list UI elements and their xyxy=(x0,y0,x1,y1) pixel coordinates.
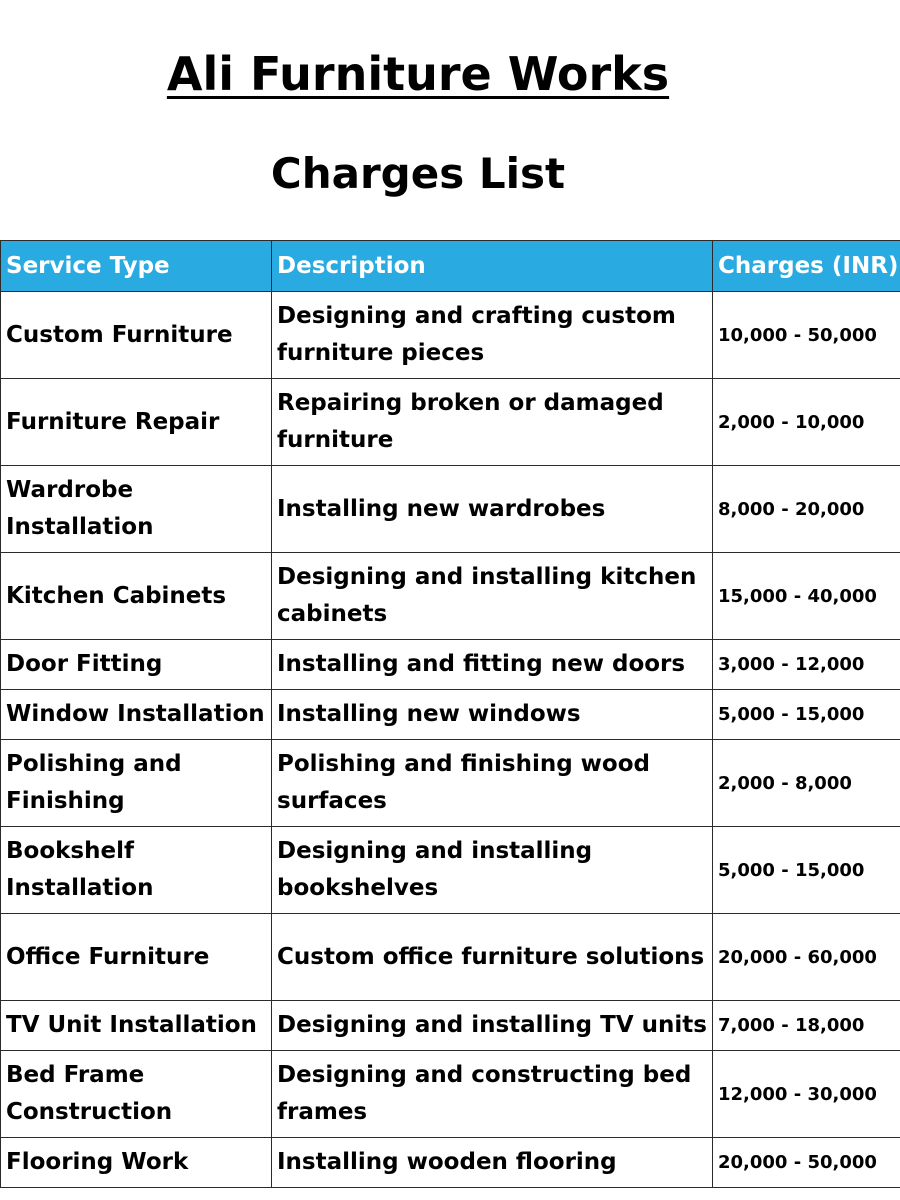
table-row xyxy=(1,292,900,379)
column-header-service-type: Service Type xyxy=(1,241,272,292)
description-cell: Installing new windows xyxy=(272,690,713,740)
charges-cell: 12,000 - 30,000 xyxy=(713,1051,900,1138)
service-type-cell: Wardrobe Installation xyxy=(1,466,272,553)
description-cell: Designing and installing kitchen cabinets xyxy=(272,553,713,640)
charges-cell: 3,000 - 12,000 xyxy=(713,640,900,690)
table-row xyxy=(1,1001,900,1051)
header-row xyxy=(1,241,900,292)
description-cell: Installing and fitting new doors xyxy=(272,640,713,690)
description-cell: Polishing and finishing wood surfaces xyxy=(272,740,713,827)
description-cell: Designing and installing bookshelves xyxy=(272,827,713,914)
charges-cell: 20,000 - 60,000 xyxy=(713,914,900,1001)
page-title xyxy=(0,44,836,104)
service-type-cell: Custom Furniture xyxy=(1,292,272,379)
column-header-description: Description xyxy=(272,241,713,292)
charges-cell: 7,000 - 18,000 xyxy=(713,1001,900,1051)
table-row xyxy=(1,640,900,690)
table-row xyxy=(1,740,900,827)
table-row xyxy=(1,914,900,1001)
service-type-cell: Polishing and Finishing xyxy=(1,740,272,827)
charges-cell: 2,000 - 8,000 xyxy=(713,740,900,827)
description-cell: Designing and crafting custom furniture pieces xyxy=(272,292,713,379)
table-row xyxy=(1,690,900,740)
charges-cell: 15,000 - 40,000 xyxy=(713,553,900,640)
column-header-charges: Charges (INR) xyxy=(713,241,900,292)
description-cell: Designing and installing TV units xyxy=(272,1001,713,1051)
table-row xyxy=(1,553,900,640)
description-cell: Designing and constructing bed frames xyxy=(272,1051,713,1138)
page-subtitle: Charges List xyxy=(270,149,566,198)
table-row xyxy=(1,1051,900,1138)
charges-cell: 2,000 - 10,000 xyxy=(713,379,900,466)
service-type-cell: TV Unit Installation xyxy=(1,1001,272,1051)
title-text: Ali Furniture Works xyxy=(166,47,670,101)
charges-cell: 20,000 - 50,000 xyxy=(713,1138,900,1188)
description-cell: Custom office furniture solutions xyxy=(272,914,713,1001)
service-type-cell: Flooring Work xyxy=(1,1138,272,1188)
service-type-cell: Door Fitting xyxy=(1,640,272,690)
service-type-cell: Furniture Repair xyxy=(1,379,272,466)
service-type-cell: Office Furniture xyxy=(1,914,272,1001)
service-type-cell: Window Installation xyxy=(1,690,272,740)
table-header xyxy=(1,241,900,292)
table-body xyxy=(1,292,900,1188)
charges-cell: 5,000 - 15,000 xyxy=(713,827,900,914)
description-cell: Repairing broken or damaged furniture xyxy=(272,379,713,466)
charges-cell: 8,000 - 20,000 xyxy=(713,466,900,553)
table-row xyxy=(1,466,900,553)
description-cell: Installing new wardrobes xyxy=(272,466,713,553)
charges-cell: 10,000 - 50,000 xyxy=(713,292,900,379)
service-type-cell: Bed Frame Construction xyxy=(1,1051,272,1138)
charges-table xyxy=(0,240,900,1188)
table-row xyxy=(1,1138,900,1188)
table-row xyxy=(1,379,900,466)
service-type-cell: Kitchen Cabinets xyxy=(1,553,272,640)
table-row xyxy=(1,827,900,914)
charges-cell: 5,000 - 15,000 xyxy=(713,690,900,740)
description-cell: Installing wooden flooring xyxy=(272,1138,713,1188)
service-type-cell: Bookshelf Installation xyxy=(1,827,272,914)
